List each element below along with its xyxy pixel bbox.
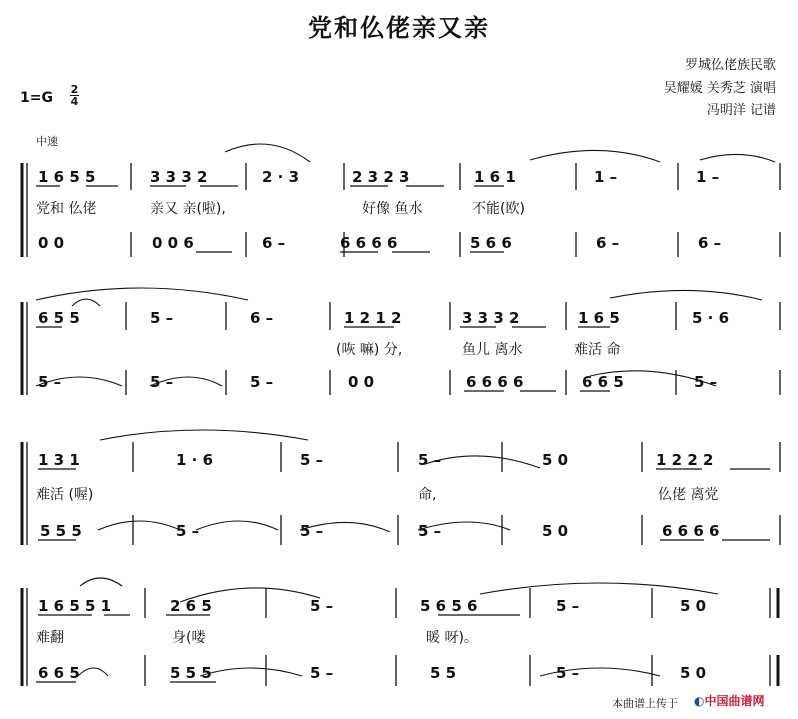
note-group: 1 6 5 5 1 [38,597,112,615]
note-group: 5 5 5 [170,664,212,682]
note-group: 5 · 6 [692,309,730,327]
note-group: 5 – [694,373,718,391]
note-group: 6 6 5 [38,664,80,682]
note-group: 2 6 5 [170,597,212,615]
note-group: 0 0 [38,234,65,252]
lyric: 难翻 [36,630,64,646]
time-top: 2 [70,83,79,96]
lyric: 党和 仫佬 [36,201,97,217]
note-group: 5 – [556,597,580,615]
note-group: 2 3 2 3 [352,168,410,186]
lyric: 亲又 亲(啦), [150,201,226,217]
note-group: 0 0 6 [152,234,194,252]
note-group: 2 · 3 [262,168,300,186]
note-group: 5 – [176,522,200,540]
time-bottom: 4 [70,95,79,108]
note-group: 5 – [38,373,62,391]
note-group: 1 3 1 [38,451,80,469]
note-group: 5 6 6 [470,234,512,252]
note-group: 5 – [310,597,334,615]
note-group: 6 6 6 6 [340,234,398,252]
note-group: 5 0 [542,451,569,469]
note-group: 5 – [150,309,174,327]
lyric: 鱼儿 离水 [462,342,523,358]
tempo-marking: 中速 [36,135,58,148]
note-group: 5 5 [430,664,457,682]
lyric: 难活 (喔) [36,487,94,503]
time-signature [70,84,79,107]
key-signature: 1=G [20,90,53,106]
note-group: 5 0 [680,664,707,682]
footer-text: 本曲谱上传于 [612,697,678,710]
note-group: 5 – [556,664,580,682]
note-group: 6 6 6 6 [662,522,720,540]
logo-mark-icon: ◐ [694,694,705,708]
source-credit: 罗城仫佬族民歌 [684,58,776,73]
transcriber-credit: 冯明洋 记谱 [706,103,776,118]
note-group: 0 0 [348,373,375,391]
note-group: 5 – [310,664,334,682]
singers-credit: 吴耀媛 关秀芝 演唱 [663,81,776,96]
lyric: 暖 呀)。 [426,630,478,646]
note-group: 6 5 5 [38,309,80,327]
note-group: 1 · 6 [176,451,214,469]
lyric: 仫佬 离党 [658,487,719,503]
note-group: 5 – [418,451,442,469]
note-group: 6 – [596,234,620,252]
note-group: 5 5 5 [40,522,82,540]
site-logo[interactable] [694,692,765,709]
logo-text: 中国曲谱网 [704,694,765,708]
note-group: 6 6 6 6 [466,373,524,391]
note-group: 1 6 1 [474,168,516,186]
lyric: (咴 嘛) 分, [336,342,403,358]
note-group: 6 – [698,234,722,252]
note-group: 5 6 5 6 [420,597,478,615]
note-group: 6 6 5 [582,373,624,391]
lyric: 好像 鱼水 [362,201,423,217]
note-group: 1 – [696,168,720,186]
song-title: 党和仫佬亲又亲 [308,14,490,42]
note-group: 1 6 5 5 [38,168,96,186]
note-group: 5 0 [680,597,707,615]
note-group: 5 – [250,373,274,391]
lyric: 不能(欧) [472,201,525,217]
note-group: 3 3 3 2 [462,309,520,327]
lyric: 命, [418,487,437,503]
note-group: 1 6 5 [578,309,620,327]
note-group: 3 3 3 2 [150,168,208,186]
lyric: 身(喽 [172,630,206,646]
note-group: 5 – [150,373,174,391]
note-group: 1 2 2 2 [656,451,714,469]
note-group: 5 – [418,522,442,540]
note-group: 5 – [300,451,324,469]
note-group: 6 – [250,309,274,327]
note-group: 1 – [594,168,618,186]
note-group: 5 0 [542,522,569,540]
note-group: 1 2 1 2 [344,309,402,327]
lyric: 难活 命 [574,342,621,358]
note-group: 6 – [262,234,286,252]
note-group: 5 – [300,522,324,540]
